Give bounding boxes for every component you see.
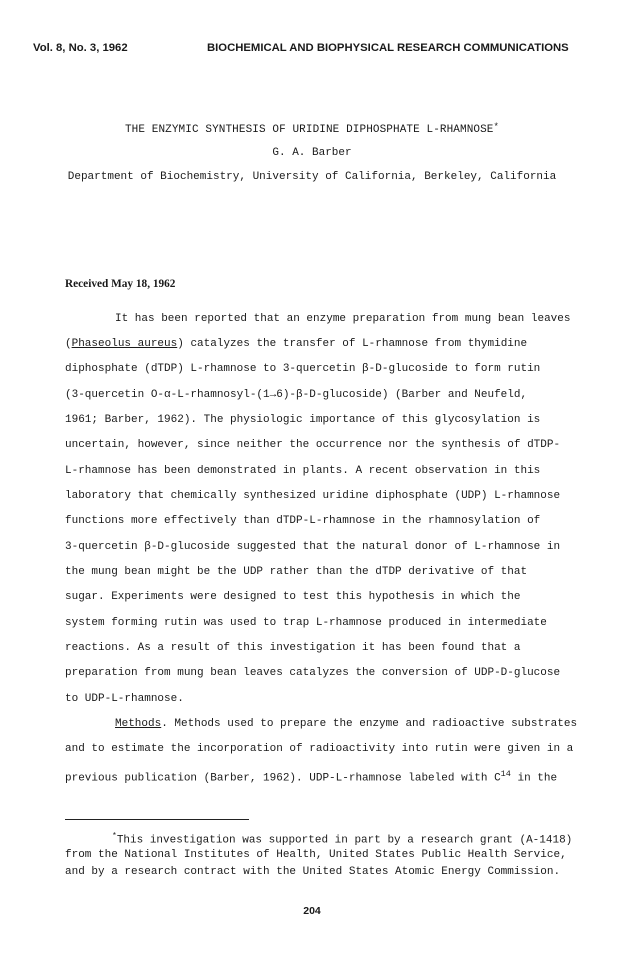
body-text: catalyzes the transfer of L-rhamnose from thymidine (183, 338, 528, 350)
body-line (65, 769, 557, 785)
body-line: and to estimate the incorporation of radioactivity into rutin were given in a (65, 743, 574, 755)
footnote-line: and by a research contract with the United States Atomic Energy Commission. (65, 866, 561, 878)
body-line: It has been reported that an enzyme preparation from mung bean leaves (115, 313, 571, 325)
footnote-divider (65, 819, 249, 820)
body-line: diphosphate (dTDP) L-rhamnose to 3-quercetin β-D-glucoside to form rutin (65, 363, 541, 375)
body-line: sugar. Experiments were designed to test this hypothesis in which the (65, 591, 521, 603)
body-line: the mung bean might be the UDP rather than the dTDP derivative of that (65, 566, 528, 578)
footnote-text: This investigation was supported in part by a research grant (A-1418) (116, 834, 573, 847)
title-footnote-marker: * (493, 122, 500, 132)
received-date: Received May 18, 1962 (65, 278, 176, 290)
footnote-line: from the National Institutes of Health, United States Public Health Service, (65, 849, 567, 861)
body-text: . Methods used to prepare the enzyme and radioactive substrates (161, 718, 578, 730)
body-line: 3-quercetin β-D-glucoside suggested that the natural donor of L-rhamnose in (65, 541, 561, 553)
affiliation: Department of Biochemistry, University of California, Berkeley, California (67, 171, 557, 183)
author-name: G. A. Barber (272, 147, 352, 159)
body-line: to UDP-L-rhamnose. (65, 693, 184, 705)
species-name: Phaseolus aureus (71, 338, 178, 350)
body-line: L-rhamnose has been demonstrated in plants. A recent observation in this (65, 465, 541, 477)
article-title (0, 124, 624, 136)
isotope-superscript: 14 (500, 769, 511, 779)
page-number: 204 (303, 905, 321, 917)
title-text: THE ENZYMIC SYNTHESIS OF URIDINE DIPHOSPHATE L-RHAMNOSE (124, 124, 494, 136)
footnote-marker: * (112, 832, 117, 841)
body-line: 1961; Barber, 1962). The physiologic importance of this glycosylation is (65, 414, 541, 426)
body-line: (3-quercetin O-α-L-rhamnosyl-(1→6)-β-D-glucoside) (Barber and Neufeld, (65, 389, 528, 401)
body-line: (Phaseolus aureus) catalyzes the transfer of L-rhamnose from thymidine (65, 338, 528, 350)
body-line: preparation from mung bean leaves catalyzes the conversion of UDP-D-glucose (65, 667, 561, 679)
journal-name: BIOCHEMICAL AND BIOPHYSICAL RESEARCH COMMUNICATIONS (207, 42, 569, 54)
body-line: laboratory that chemically synthesized uridine diphosphate (UDP) L-rhamnose (65, 490, 561, 502)
body-line (115, 718, 577, 730)
body-line: uncertain, however, since neither the occurrence nor the synthesis of dTDP- (65, 439, 561, 451)
footnote-line (112, 832, 572, 847)
body-line: system forming rutin was used to trap L-rhamnose produced in intermediate (65, 617, 547, 629)
section-heading-methods: Methods (115, 718, 162, 730)
volume-issue: Vol. 8, No. 3, 1962 (33, 42, 128, 54)
body-text: previous publication (Barber, 1962). UDP-L-rhamnose labeled with C (65, 772, 501, 785)
body-text: in the (510, 772, 558, 785)
body-line: reactions. As a result of this investigation it has been found that a (65, 642, 521, 654)
body-line: functions more effectively than dTDP-L-rhamnose in the rhamnosylation of (65, 515, 541, 527)
